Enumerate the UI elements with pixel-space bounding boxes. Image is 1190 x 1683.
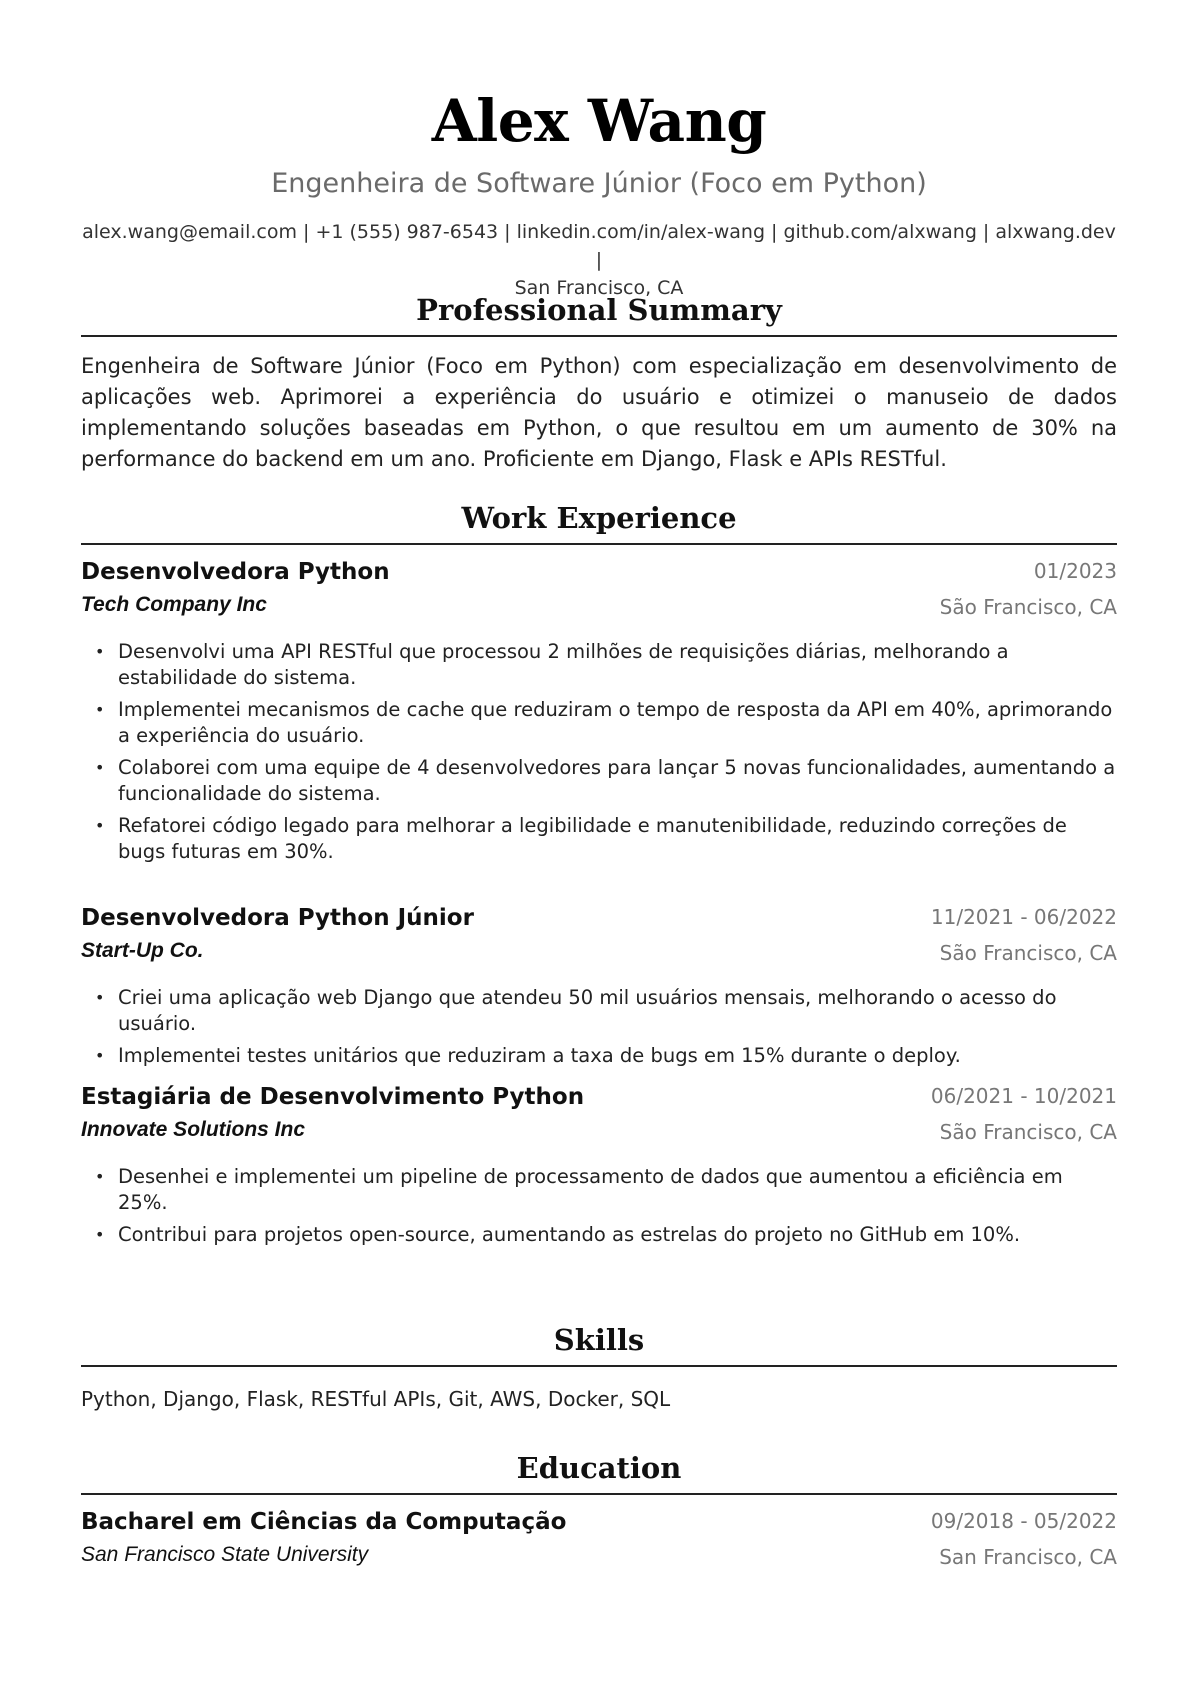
bullet-icon: • xyxy=(95,642,105,661)
job-company: Start-Up Co. xyxy=(81,939,204,962)
bullet-icon: • xyxy=(95,1167,105,1186)
bullet-icon: • xyxy=(95,700,105,719)
education-location: San Francisco, CA xyxy=(939,1545,1117,1569)
job-location: São Francisco, CA xyxy=(939,941,1117,965)
bullet-icon: • xyxy=(95,1225,105,1244)
experience-section xyxy=(81,498,1117,545)
section-title-experience: Work Experience xyxy=(81,498,1117,545)
bullet-item: • Colaborei com uma equipe de 4 desenvolvedores para lançar 5 novas funcionalidades, aumentando a funcionalidade do sistema. xyxy=(95,756,1116,805)
job-company: Innovate Solutions Inc xyxy=(81,1118,306,1141)
summary-text: Engenheira de Software Júnior (Foco em Python) com especialização em desenvolvimento de aplicações web. Aprimorei a experiência do usuário e otimizei o manuseio de dados implementando soluções baseadas em Python, o que resultou em um aumento de 30% na performance do backend em um ano. Proficiente em Django, Flask e APIs RESTful. xyxy=(81,354,1117,471)
job-company: Tech Company Inc xyxy=(81,593,267,616)
skills-section xyxy=(81,1320,1117,1413)
education-section xyxy=(81,1448,1117,1495)
job-date: 11/2021 - 06/2022 xyxy=(930,905,1117,929)
degree-title: Bacharel em Ciências da Computação xyxy=(81,1509,567,1535)
job-bullets xyxy=(81,985,1117,1075)
job-location: São Francisco, CA xyxy=(939,595,1117,619)
education-date: 09/2018 - 05/2022 xyxy=(930,1509,1117,1533)
bullet-item: • Implementei testes unitários que reduziram a taxa de bugs em 15% durante o deploy. xyxy=(95,1044,961,1067)
bullet-item: • Refatorei código legado para melhorar a legibilidade e manutenibilidade, reduzindo correções de bugs futuras em 30%. xyxy=(95,814,1067,863)
job-date: 06/2021 - 10/2021 xyxy=(930,1084,1117,1108)
skills-list: Python, Django, Flask, RESTful APIs, Git, AWS, Docker, SQL xyxy=(81,1387,671,1411)
bullet-icon: • xyxy=(95,988,105,1007)
school-name: San Francisco State University xyxy=(81,1543,369,1566)
bullet-icon: • xyxy=(95,758,105,777)
job-title: Estagiária de Desenvolvimento Python xyxy=(81,1084,585,1110)
bullet-item: • Desenhei e implementei um pipeline de processamento de dados que aumentou a eficiência em 25%. xyxy=(95,1165,1063,1214)
section-title-education: Education xyxy=(81,1448,1117,1495)
job-title: Desenvolvedora Python Júnior xyxy=(81,905,474,931)
contact-line-2: San Francisco, CA xyxy=(514,277,684,299)
candidate-name: Alex Wang xyxy=(431,87,767,155)
job-bullets xyxy=(81,1164,1117,1254)
bullet-icon: • xyxy=(95,1046,105,1065)
bullet-item: • Implementei mecanismos de cache que reduziram o tempo de resposta da API em 40%, aprimorando a experiência do usuário. xyxy=(95,698,1113,747)
summary-section xyxy=(81,290,1117,475)
bullet-item: • Desenvolvi uma API RESTful que processou 2 milhões de requisições diárias, melhorando a estabilidade do sistema. xyxy=(95,640,1009,689)
bullet-item: • Contribui para projetos open-source, aumentando as estrelas do projeto no GitHub em 10%. xyxy=(95,1223,1021,1246)
contact-line-1: alex.wang@email.com | +1 (555) 987-6543 | linkedin.com/in/alex-wang | github.com/alxwang | alxwang.dev | xyxy=(82,221,1116,271)
bullet-icon: • xyxy=(95,816,105,835)
job-headline: Engenheira de Software Júnior (Foco em Python) xyxy=(271,168,927,199)
job-date: 01/2023 xyxy=(1033,559,1117,583)
job-bullets xyxy=(81,639,1117,871)
job-title: Desenvolvedora Python xyxy=(81,559,390,585)
bullet-item: • Criei uma aplicação web Django que atendeu 50 mil usuários mensais, melhorando o acesso do usuário. xyxy=(95,986,1057,1035)
section-title-summary: Professional Summary xyxy=(81,290,1117,337)
job-location: São Francisco, CA xyxy=(939,1120,1117,1144)
section-title-skills: Skills xyxy=(81,1320,1117,1367)
